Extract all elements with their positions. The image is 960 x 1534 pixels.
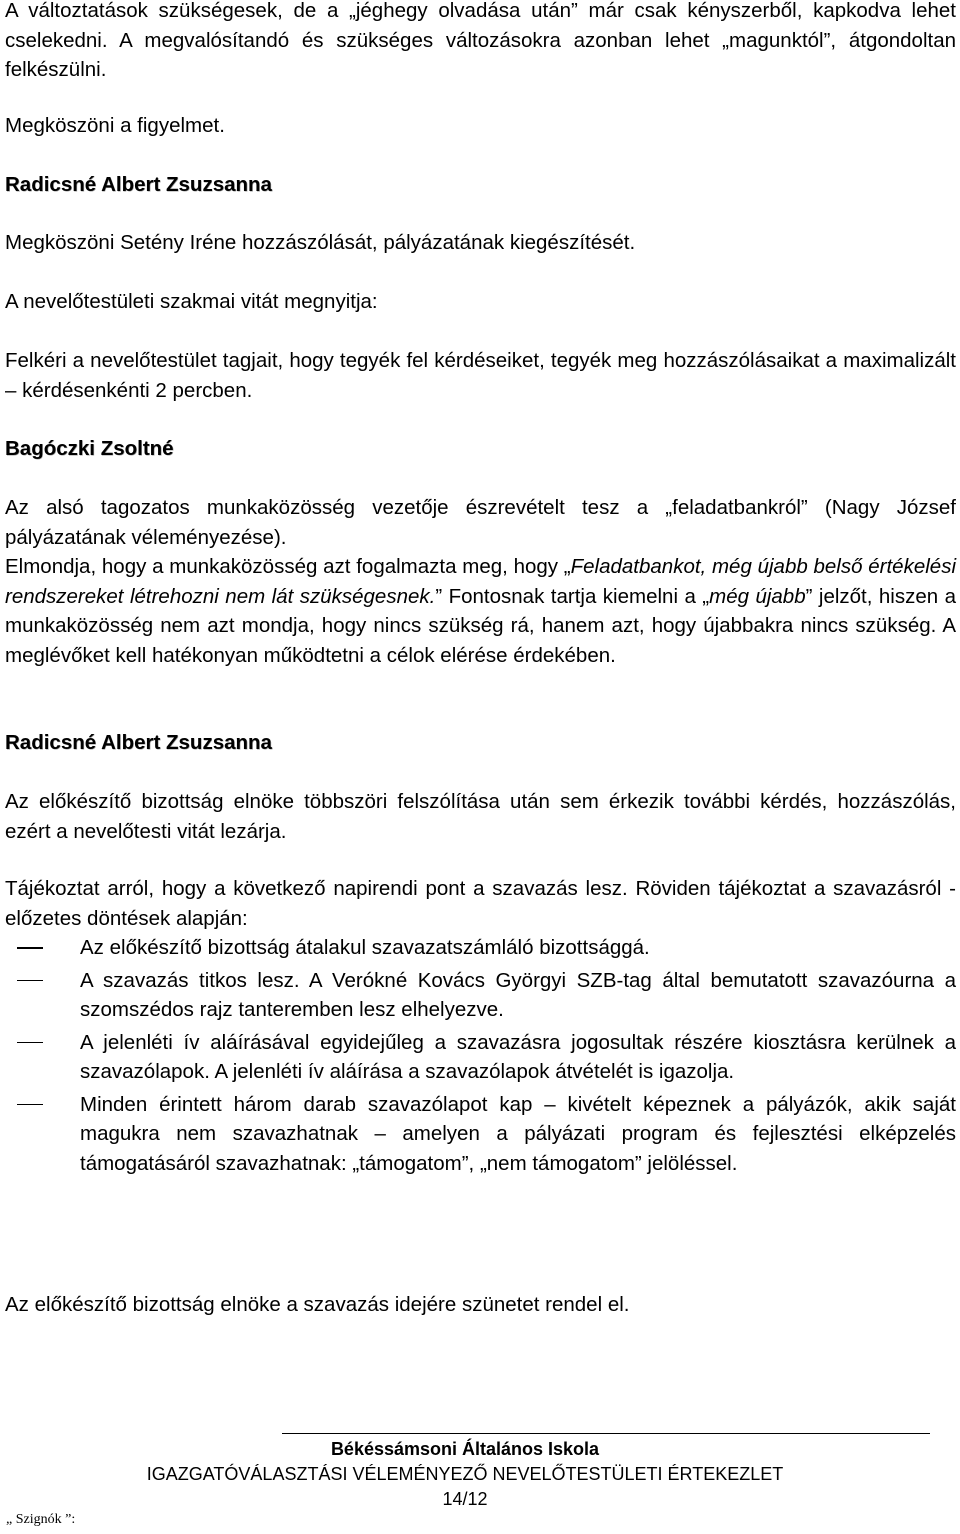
paragraph-voting-info: Tájékoztat arról, hogy a következő napirendi pont a szavazás lesz. Röviden tájékoztat a szavazásról - előzetes döntések alapján: bbox=[5, 877, 956, 930]
voting-rules-list bbox=[5, 933, 956, 1178]
paragraph-invitation: Felkéri a nevelőtestület tagjait, hogy tegyék fel kérdéseiket, tegyék meg hozzászólásaikat a maximalizált – kérdésenkénti 2 percben. bbox=[5, 349, 956, 402]
paragraph-thanks: Megköszöni a figyelmet. bbox=[5, 114, 225, 137]
list-item: A jelenléti ív aláírásával egyidejűleg a szavazásra jogosultak részére kiosztásra kerülnek a szavazólapok. A jelenléti ív aláírása a szavazólapok átvételét is igazolja. bbox=[5, 1028, 956, 1087]
elmondja-quote: Feladatbankot, még újabb belső értékelési rendszereket létrehozni nem lát szükségesnek. bbox=[5, 555, 956, 608]
speaker-heading-radicsne-2: Radicsné Albert Zsuzsanna bbox=[5, 731, 272, 754]
list-item: Az előkészítő bizottság átalakul szavazatszámláló bizottsággá. bbox=[5, 933, 956, 963]
list-item: A szavazás titkos lesz. A Verókné Kovács Györgyi SZB-tag által bemutatott szavazóurna a szomszédos rajz tanteremben lesz elhelyezve. bbox=[5, 966, 956, 1025]
dash-bullet-icon bbox=[17, 980, 43, 982]
speaker-heading-bagoczki: Bagóczki Zsoltné bbox=[5, 437, 174, 460]
paragraph-intro: A változtatások szükségesek, de a „jéghegy olvadása után” már csak kényszerből, kapkodva lehet cselekedni. A megvalósítandó és szükséges változásokra azonban lehet „magunktól”, átgondoltan felkészülni. bbox=[5, 0, 956, 81]
paragraph-thanks-setenyi: Megköszöni Setény Iréne hozzászólását, pályázatának kiegészítését. bbox=[5, 231, 636, 254]
footer-page-number: 14/12 bbox=[442, 1489, 488, 1509]
paragraph-elmondja bbox=[5, 552, 956, 670]
dash-bullet-icon bbox=[17, 1042, 43, 1044]
footer-signatures-label: „ Szignók ”: bbox=[6, 1512, 76, 1527]
dash-bullet-icon bbox=[17, 1104, 43, 1106]
paragraph-debate-open: A nevelőtestületi szakmai vitát megnyitja: bbox=[5, 290, 378, 313]
list-item: Minden érintett három darab szavazólapot kap – kivételt képeznek a pályázók, akik saját magukra nem szavazhatnak – amelyen a pályázati program és fejlesztési elképzelés támogatásáról szavazhatnak: „támogatom”, „nem támogatom” jelöléssel. bbox=[5, 1090, 956, 1179]
elmondja-text-e: ” jelzőt, hiszen a munkaközösség nem azt mondja, hogy nincs szükség rá, hanem azt, hogy újabbakra nincs szükség. A meglévőket kell hatékonyan működtetni a célok elérése érdekében. bbox=[5, 584, 957, 667]
paragraph-debate-close: Az előkészítő bizottság elnöke többszöri felszólítása után sem érkezik további kérdés, hozzászólás, ezért a nevelőtesti vitát lezárja. bbox=[5, 790, 956, 843]
footer-school: Békéssámsoni Általános Iskola bbox=[330, 1439, 600, 1459]
speaker-heading-radicsne-1: Radicsné Albert Zsuzsanna bbox=[5, 173, 272, 196]
elmondja-text-c: ” Fontosnak tartja kiemelni a „ bbox=[435, 584, 710, 608]
dash-bullet-icon bbox=[17, 947, 43, 949]
footer-event: IGAZGATÓVÁLASZTÁSI VÉLEMÉNYEZŐ NEVELŐTESTÜLETI ÉRTEKEZLET bbox=[146, 1464, 784, 1484]
paragraph-feladatbank-remark: Az alsó tagozatos munkaközösség vezetője észrevételt tesz a „feladatbankról” (Nagy József pályázatának véleményezése). bbox=[5, 496, 956, 549]
elmondja-text-a: Elmondja, hogy a munkaközösség azt fogalmazta meg, hogy „ bbox=[5, 555, 571, 578]
paragraph-break: Az előkészítő bizottság elnöke a szavazás idejére szünetet rendel el. bbox=[5, 1293, 630, 1316]
elmondja-emphasis: még újabb bbox=[709, 584, 806, 608]
footer-divider bbox=[282, 1433, 930, 1434]
